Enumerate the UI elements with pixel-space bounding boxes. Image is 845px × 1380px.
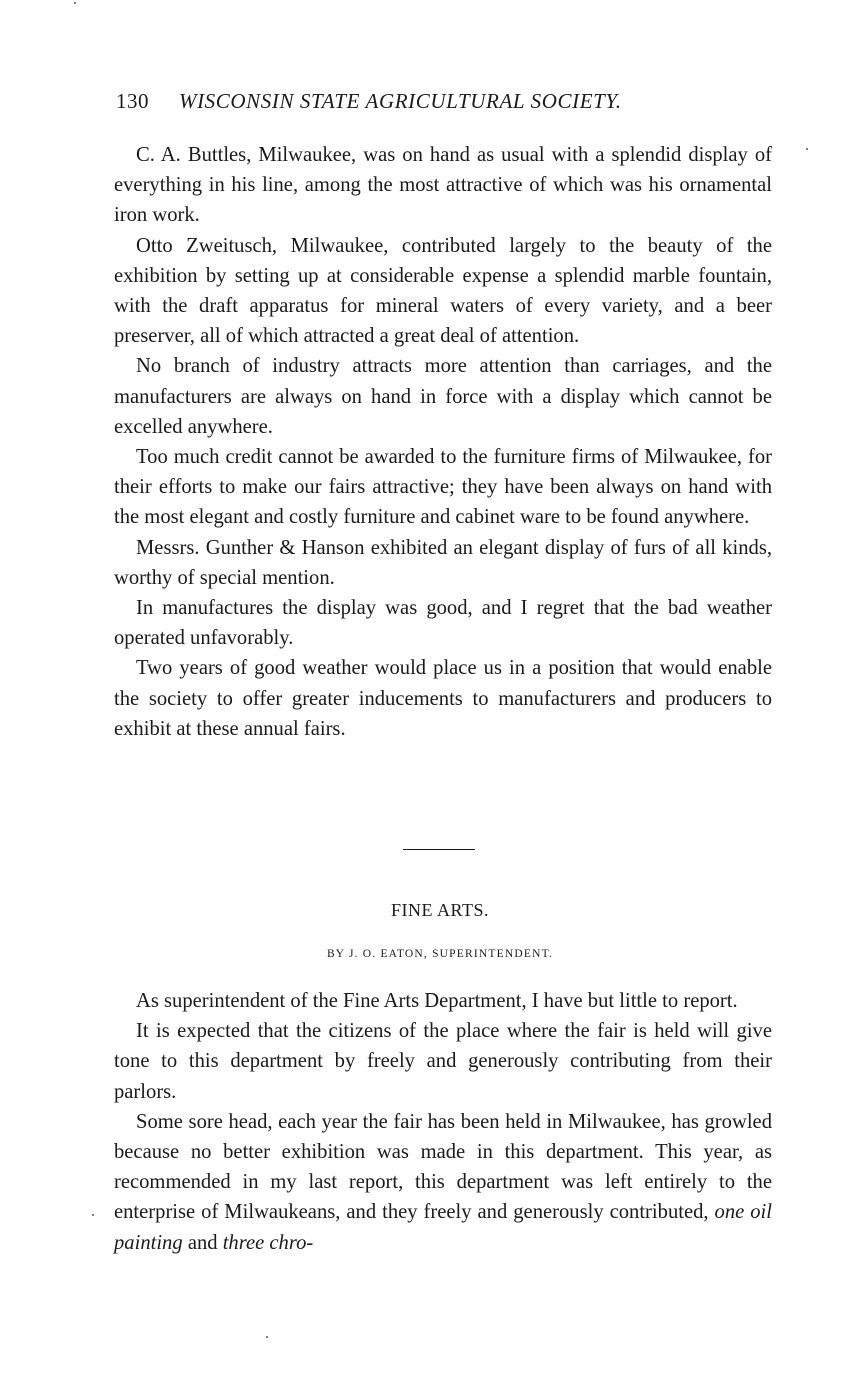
paragraph-furs: Messrs. Gunther & Hanson exhibited an elegant display of furs of all kinds, worthy of special mention. [114, 536, 772, 589]
running-head [116, 86, 716, 116]
section-title: FINE ARTS. [391, 900, 489, 920]
page-number: 130 [116, 89, 149, 113]
print-speck [806, 148, 808, 150]
paragraph-weather: Two years of good weather would place us in a position that would enable the society to offer greater inducements to manufacturers and producers to exhibit at these annual fairs. [114, 657, 772, 740]
sore-head-sentence: Some sore head, each year the fair has been held in Milwaukee, has growled because no better exhibition was made in this department. [114, 1110, 772, 1164]
exhibits-report-text [114, 140, 772, 744]
section-byline: BY J. O. EATON, SUPERINTENDENT. [326, 948, 554, 960]
fine-arts-report-text [114, 986, 772, 1258]
paragraph-citizens: It is expected that the citizens of the place where the fair is held will give tone to this department by freely and generously contributing from their parlors. [114, 1020, 772, 1103]
paragraph-buttles: C. A. Buttles, Milwaukee, was on hand as usual with a splendid display of everything in his line, among the most attractive of which was his ornamental iron work. [114, 144, 772, 227]
paragraph-zweitusch: Otto Zweitusch, Milwaukee, contributed largely to the beauty of the exhibition by setting up at considerable expense a splendid marble fountain, with the draft apparatus for mineral waters of every variety, and a beer preserver, all of which attracted a great deal of attention. [114, 234, 772, 348]
print-speck [74, 2, 76, 4]
paragraph-furniture: Too much credit cannot be awarded to the furniture firms of Milwaukee, for their efforts to make our fairs attractive; they have been always on hand with the most elegant and costly furniture and cabinet ware to be found anywhere. [114, 446, 772, 529]
italic-oil-painting: one oil painting [114, 1201, 772, 1254]
print-speck [266, 1336, 268, 1338]
paragraph-manufactures: In manufactures the display was good, and I regret that the bad weather operated unfavorably. [114, 597, 772, 650]
section-divider [403, 849, 475, 850]
report-sentence: This year, as recommended in my last report, this department was left entirely to the enterprise of Milwaukeans, and they freely and generously contributed, [114, 1141, 772, 1224]
paragraph-sore-head [114, 1107, 772, 1258]
paragraph-report-intro: As superintendent of the Fine Arts Department, I have but little to report. [136, 990, 738, 1012]
italic-chromos: three chro- [222, 1231, 314, 1254]
paragraph-carriages: No branch of industry attracts more attention than carriages, and the manufacturers are always on hand in force with a display which cannot be excelled anywhere. [114, 355, 772, 438]
journal-title: WISCONSIN STATE AGRICULTURAL SOCIETY. [179, 89, 622, 113]
print-speck [92, 1214, 94, 1216]
connector-word: and [187, 1231, 218, 1254]
